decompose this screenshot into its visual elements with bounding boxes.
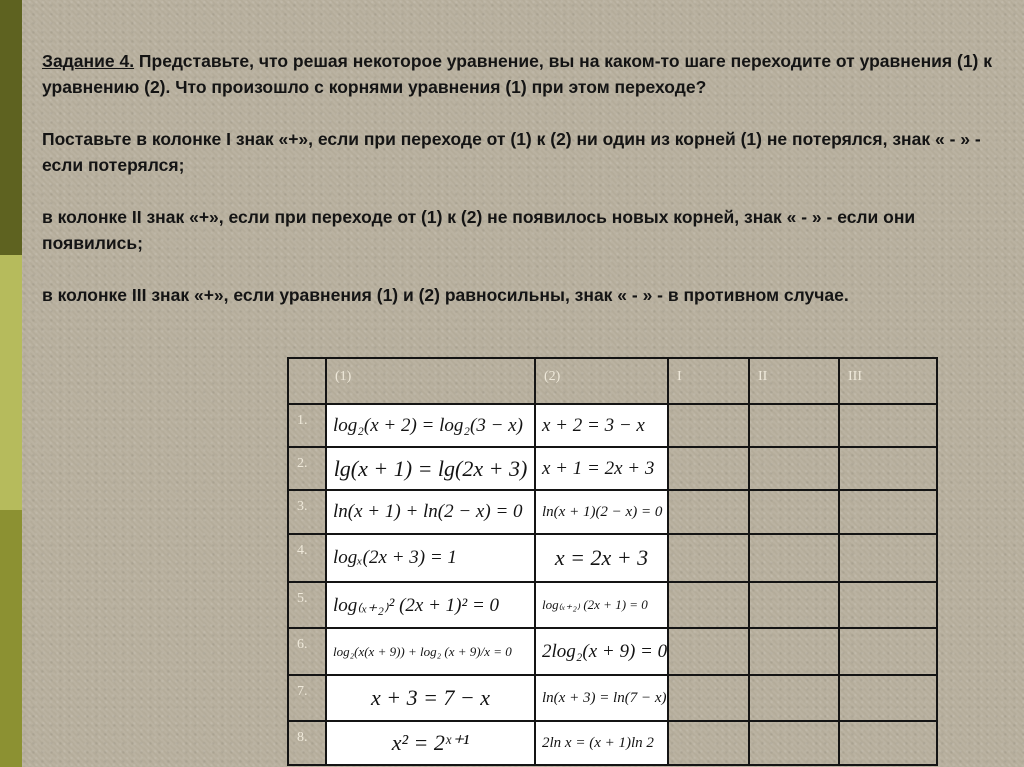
row-number: 4. <box>288 534 326 582</box>
task-heading: Задание 4. <box>42 51 135 71</box>
row-number: 3. <box>288 490 326 534</box>
equation-1: log₂(x + 2) = log₂(3 − x) <box>326 404 535 447</box>
answer-cell-II[interactable] <box>749 490 839 534</box>
row-number: 2. <box>288 447 326 490</box>
answer-cell-II[interactable] <box>749 404 839 447</box>
table-header-row <box>288 358 937 404</box>
task-text <box>42 48 992 334</box>
equations-table <box>287 357 938 766</box>
row-number: 8. <box>288 721 326 765</box>
slide-sidebar <box>0 0 22 767</box>
sidebar-band-light <box>0 255 22 510</box>
answer-cell-I[interactable] <box>668 534 749 582</box>
answer-cell-I[interactable] <box>668 721 749 765</box>
table-row <box>288 404 937 447</box>
answer-cell-III[interactable] <box>839 582 937 628</box>
sidebar-band-mid <box>0 510 22 767</box>
answer-cell-III[interactable] <box>839 534 937 582</box>
equation-2: 2log₂(x + 9) = 0 <box>535 628 668 675</box>
equation-2: ln(x + 3) = ln(7 − x) <box>535 675 668 721</box>
equation-2: x = 2x + 3 <box>535 534 668 582</box>
header-eq2: (2) <box>535 358 668 404</box>
answer-cell-II[interactable] <box>749 447 839 490</box>
answer-cell-III[interactable] <box>839 490 937 534</box>
equation-1: ln(x + 1) + ln(2 − x) = 0 <box>326 490 535 534</box>
equation-1: logₓ(2x + 3) = 1 <box>326 534 535 582</box>
answer-cell-III[interactable] <box>839 447 937 490</box>
equation-1: log₍ₓ₊₂₎² (2x + 1)² = 0 <box>326 582 535 628</box>
answer-cell-II[interactable] <box>749 628 839 675</box>
answer-cell-I[interactable] <box>668 675 749 721</box>
table-row <box>288 721 937 765</box>
header-number-cell <box>288 358 326 404</box>
equation-2: x + 1 = 2x + 3 <box>535 447 668 490</box>
row-number: 5. <box>288 582 326 628</box>
answer-cell-III[interactable] <box>839 721 937 765</box>
equation-2: ln(x + 1)(2 − x) = 0 <box>535 490 668 534</box>
task-column-3-rule: в колонке III знак «+», если уравнения (1) и (2) равносильны, знак « - » - в противном случае. <box>42 285 849 305</box>
answer-cell-III[interactable] <box>839 675 937 721</box>
task-column-2-rule: в колонке II знак «+», если при переходе от (1) к (2) не появилось новых корней, знак « - » - если они появились; <box>42 207 916 253</box>
equation-1: log₂(x(x + 9)) + log₂ (x + 9)/x = 0 <box>326 628 535 675</box>
table-row <box>288 447 937 490</box>
header-eq1: (1) <box>326 358 535 404</box>
row-number: 1. <box>288 404 326 447</box>
equation-1: lg(x + 1) = lg(2x + 3) <box>326 447 535 490</box>
header-col-III: III <box>839 358 937 404</box>
equation-2: x + 2 = 3 − x <box>535 404 668 447</box>
table-row <box>288 534 937 582</box>
task-intro-text: Представьте, что решая некоторое уравнение, вы на каком-то шаге переходите от уравнения (1) к уравнению (2). Что произошло с корнями уравнения (1) при этом переходе? <box>42 51 993 97</box>
answer-cell-I[interactable] <box>668 628 749 675</box>
equation-1: x + 3 = 7 − x <box>326 675 535 721</box>
table-row <box>288 582 937 628</box>
answer-cell-II[interactable] <box>749 675 839 721</box>
answer-cell-III[interactable] <box>839 628 937 675</box>
equation-2: 2ln x = (x + 1)ln 2 <box>535 721 668 765</box>
answer-cell-III[interactable] <box>839 404 937 447</box>
sidebar-band-dark <box>0 0 22 255</box>
table-row <box>288 490 937 534</box>
table-row <box>288 628 937 675</box>
header-col-I: I <box>668 358 749 404</box>
row-number: 6. <box>288 628 326 675</box>
answer-cell-I[interactable] <box>668 490 749 534</box>
answer-cell-I[interactable] <box>668 582 749 628</box>
table-row <box>288 675 937 721</box>
answer-cell-I[interactable] <box>668 447 749 490</box>
answer-cell-II[interactable] <box>749 534 839 582</box>
task-intro <box>42 48 992 100</box>
answer-cell-I[interactable] <box>668 404 749 447</box>
answer-cell-II[interactable] <box>749 721 839 765</box>
equation-2: log₍ₓ₊₂₎ (2x + 1) = 0 <box>535 582 668 628</box>
answer-cell-II[interactable] <box>749 582 839 628</box>
task-column-1-rule: Поставьте в колонке I знак «+», если при переходе от (1) к (2) ни один из корней (1) не потерялся, знак « - » - если потерялся; <box>42 129 981 175</box>
equation-1: x² = 2ˣ⁺¹ <box>326 721 535 765</box>
row-number: 7. <box>288 675 326 721</box>
header-col-II: II <box>749 358 839 404</box>
